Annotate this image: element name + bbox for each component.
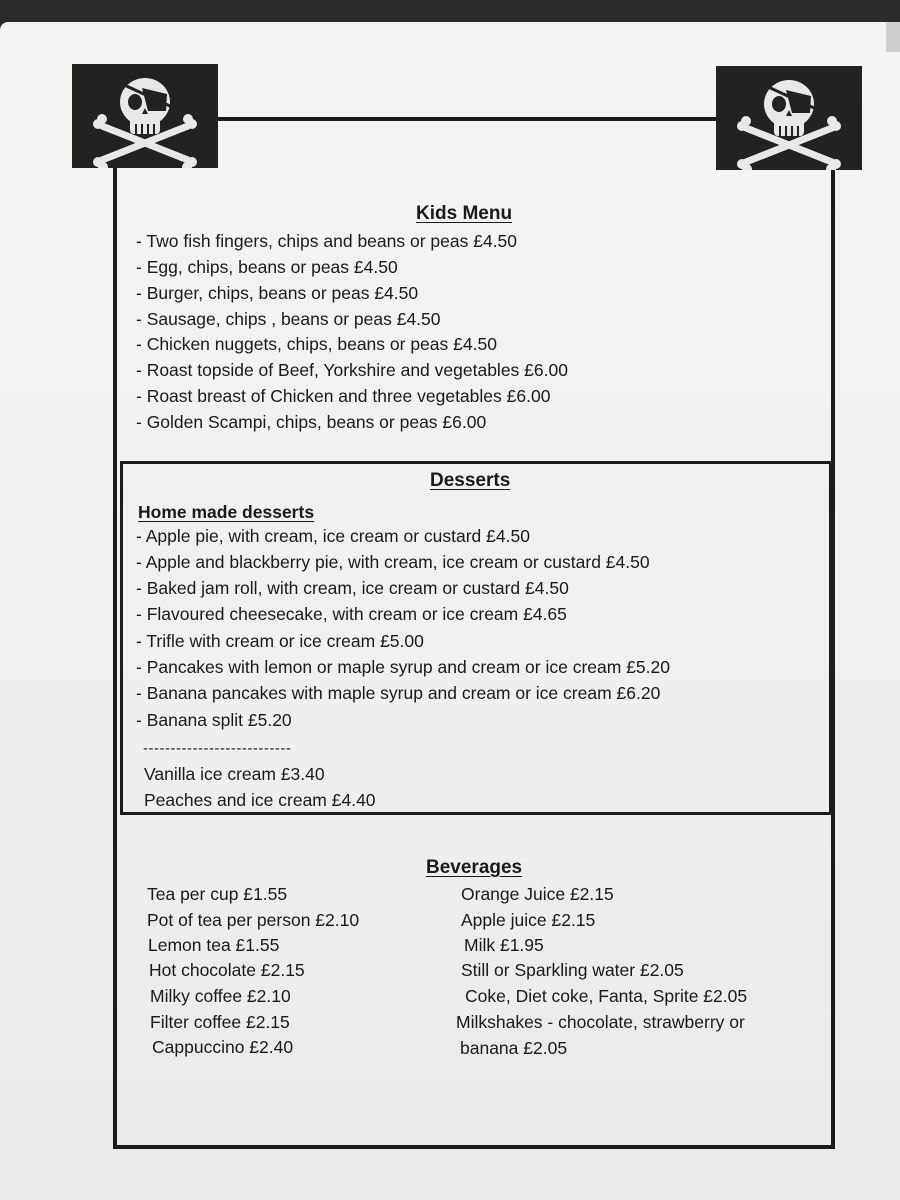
beverage-item: Milk £1.95	[464, 935, 544, 955]
kids-menu-item: - Burger, chips, beans or peas £4.50	[136, 283, 419, 303]
beverages-heading: Beverages	[426, 857, 523, 878]
dessert-extra-item: Peaches and ice cream £4.40	[144, 790, 376, 810]
dessert-item: - Apple pie, with cream, ice cream or custard £4.50	[136, 526, 530, 546]
dessert-divider: ---------------------------	[143, 740, 292, 757]
beverage-item: Orange Juice £2.15	[461, 884, 614, 904]
beverage-item: Milkshakes - chocolate, strawberry or	[456, 1012, 745, 1032]
beverage-item: Cappuccino £2.40	[152, 1037, 294, 1057]
dessert-item: - Flavoured cheesecake, with cream or ice cream £4.65	[136, 604, 567, 624]
home-made-desserts-subheading: Home made desserts	[138, 502, 315, 522]
dessert-item: - Baked jam roll, with cream, ice cream or custard £4.50	[136, 578, 569, 598]
beverage-item: Tea per cup £1.55	[147, 884, 288, 904]
dessert-item: - Banana pancakes with maple syrup and cream or ice cream £6.20	[136, 683, 661, 703]
kids-menu-item: - Golden Scampi, chips, beans or peas £6.00	[136, 412, 487, 432]
dessert-item: - Pancakes with lemon or maple syrup and cream or ice cream £5.20	[136, 657, 670, 677]
beverage-item: Apple juice £2.15	[461, 910, 596, 930]
kids-menu-item: - Chicken nuggets, chips, beans or peas £4.50	[136, 334, 497, 354]
dessert-extra-item: Vanilla ice cream £3.40	[144, 764, 325, 784]
dessert-item: - Banana split £5.20	[136, 710, 292, 730]
beverage-item: banana £2.05	[460, 1038, 568, 1058]
desserts-heading: Desserts	[430, 470, 511, 491]
skull-crossbones-icon	[72, 64, 218, 168]
kids-menu-item: - Roast breast of Chicken and three vegetables £6.00	[136, 386, 551, 406]
beverage-item: Hot chocolate £2.15	[149, 960, 305, 980]
beverage-item: Lemon tea £1.55	[148, 935, 280, 955]
menu-sleeve-edge	[886, 22, 900, 52]
dessert-item: - Apple and blackberry pie, with cream, ice cream or custard £4.50	[136, 552, 650, 572]
dessert-item: - Trifle with cream or ice cream £5.00	[136, 631, 424, 651]
skull-crossbones-icon	[716, 66, 862, 170]
kids-menu-item: - Two fish fingers, chips and beans or peas £4.50	[136, 231, 518, 251]
kids-menu-item: - Egg, chips, beans or peas £4.50	[136, 257, 398, 277]
beverage-item: Still or Sparkling water £2.05	[461, 960, 684, 980]
beverage-item: Coke, Diet coke, Fanta, Sprite £2.05	[465, 986, 748, 1006]
kids-menu-heading: Kids Menu	[416, 203, 513, 224]
beverage-item: Milky coffee £2.10	[150, 986, 291, 1006]
beverage-item: Filter coffee £2.15	[150, 1012, 290, 1032]
kids-menu-item: - Roast topside of Beef, Yorkshire and vegetables £6.00	[136, 360, 568, 380]
beverage-item: Pot of tea per person £2.10	[147, 910, 360, 930]
kids-menu-item: - Sausage, chips , beans or peas £4.50	[136, 309, 441, 329]
